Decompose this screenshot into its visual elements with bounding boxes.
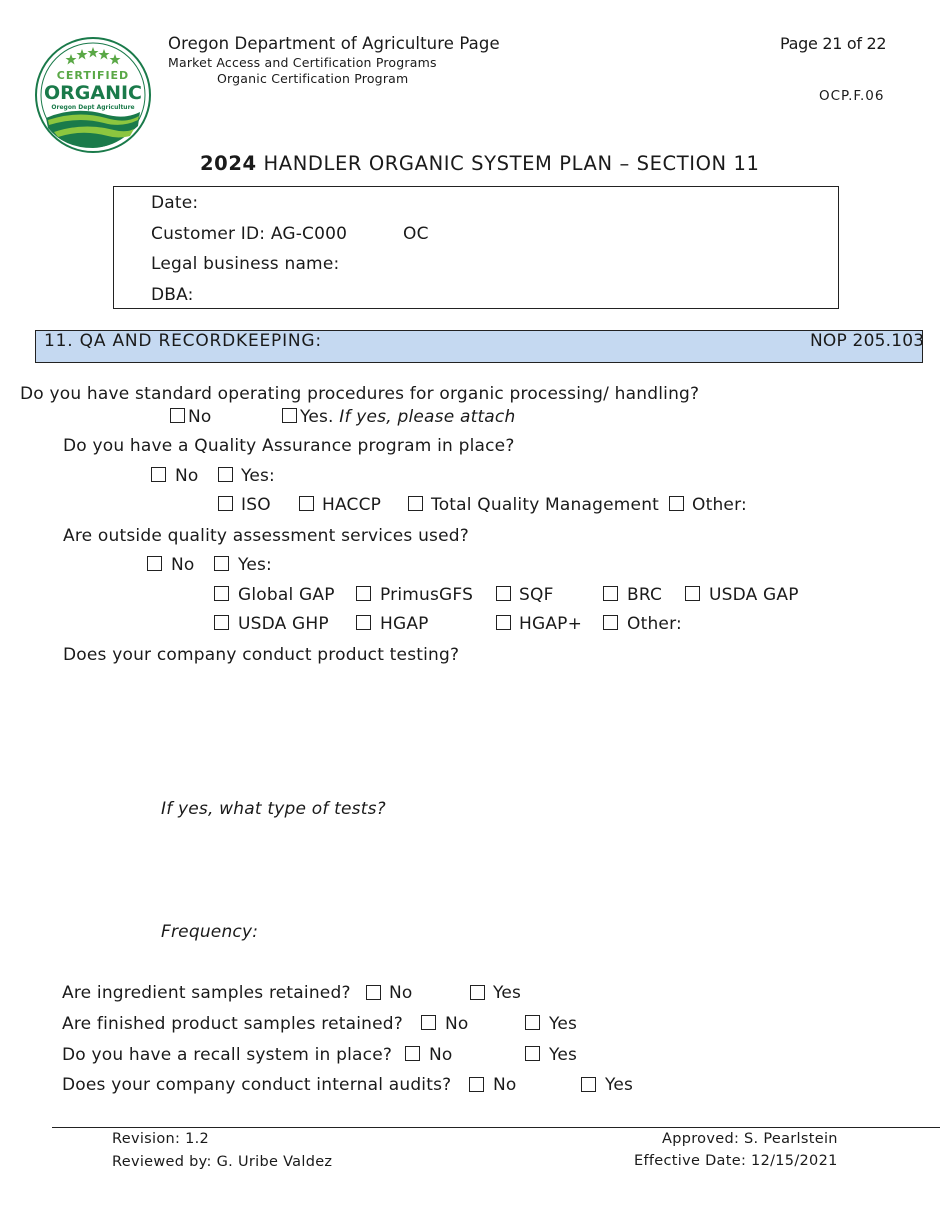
ingredient-samples-yes-label: Yes bbox=[493, 983, 522, 1003]
title-year: 2024 bbox=[200, 152, 257, 175]
sop-yes-label bbox=[300, 407, 515, 427]
date-label[interactable]: Date: bbox=[151, 193, 199, 213]
programs-name: Market Access and Certification Programs bbox=[168, 55, 437, 70]
sqf-label: SQF bbox=[519, 585, 554, 605]
hgap-checkbox[interactable] bbox=[356, 615, 371, 630]
usda-ghp-label: USDA GHP bbox=[238, 614, 329, 634]
qa-haccp-label: HACCP bbox=[322, 495, 382, 515]
customer-id-label[interactable]: Customer ID: AG-C000 bbox=[151, 224, 348, 244]
sop-yes-text: Yes. bbox=[300, 407, 334, 427]
testing-question: Does your company conduct product testing? bbox=[63, 645, 460, 665]
ingredient-samples-yes-checkbox[interactable] bbox=[470, 985, 485, 1000]
sqf-checkbox[interactable] bbox=[496, 586, 511, 601]
program-name: Organic Certification Program bbox=[217, 71, 409, 86]
qa-tqm-label: Total Quality Management bbox=[431, 495, 660, 515]
reviewed-by-text: Reviewed by: G. Uribe Valdez bbox=[112, 1154, 333, 1170]
certified-organic-seal bbox=[34, 36, 152, 154]
section-reference: NOP 205.103 bbox=[810, 331, 925, 351]
recall-yes-label: Yes bbox=[549, 1045, 578, 1065]
info-box bbox=[113, 186, 839, 309]
sop-yes-note: If yes, please attach bbox=[339, 407, 516, 427]
qa-program-yes-label: Yes: bbox=[241, 466, 275, 486]
page-number: 21 bbox=[822, 34, 843, 53]
hgap-label: HGAP bbox=[380, 614, 429, 634]
outside-qa-question: Are outside quality assessment services used? bbox=[63, 526, 469, 546]
ingredient-samples-no-label: No bbox=[389, 983, 413, 1003]
sop-no-label: No bbox=[188, 407, 212, 427]
brc-checkbox[interactable] bbox=[603, 586, 618, 601]
audits-yes-label: Yes bbox=[605, 1075, 634, 1095]
finished-samples-no-checkbox[interactable] bbox=[421, 1015, 436, 1030]
audits-yes-checkbox[interactable] bbox=[581, 1077, 596, 1092]
primusgfs-label: PrimusGFS bbox=[380, 585, 474, 605]
ingredient-samples-no-checkbox[interactable] bbox=[366, 985, 381, 1000]
finished-samples-yes-label: Yes bbox=[549, 1014, 578, 1034]
outside-qa-no-checkbox[interactable] bbox=[147, 556, 162, 571]
qa-iso-checkbox[interactable] bbox=[218, 496, 233, 511]
outside-other-label: Other: bbox=[627, 614, 682, 634]
sop-question: Do you have standard operating procedures for organic processing/ handling? bbox=[20, 384, 700, 404]
revision-text: Revision: 1.2 bbox=[112, 1131, 210, 1147]
hgap-plus-checkbox[interactable] bbox=[496, 615, 511, 630]
ingredient-samples-question: Are ingredient samples retained? bbox=[62, 983, 351, 1003]
qa-other-label: Other: bbox=[692, 495, 747, 515]
footer-divider bbox=[52, 1127, 940, 1128]
page-label: Page bbox=[780, 34, 818, 53]
audits-question: Does your company conduct internal audits? bbox=[62, 1075, 452, 1095]
brc-label: BRC bbox=[627, 585, 663, 605]
qa-tqm-checkbox[interactable] bbox=[408, 496, 423, 511]
seal-text-sub: Oregon Dept Agriculture bbox=[51, 104, 135, 111]
qa-program-yes-checkbox[interactable] bbox=[218, 467, 233, 482]
dba-label[interactable]: DBA: bbox=[151, 285, 194, 305]
outside-qa-yes-label: Yes: bbox=[238, 555, 272, 575]
recall-no-label: No bbox=[429, 1045, 453, 1065]
outside-qa-yes-checkbox[interactable] bbox=[214, 556, 229, 571]
sop-no-checkbox[interactable] bbox=[170, 408, 185, 423]
usda-ghp-checkbox[interactable] bbox=[214, 615, 229, 630]
qa-program-no-checkbox[interactable] bbox=[151, 467, 166, 482]
customer-id-suffix: OC bbox=[403, 224, 429, 244]
frequency-label: Frequency: bbox=[161, 922, 259, 942]
effective-date-text: Effective Date: 12/15/2021 bbox=[634, 1153, 838, 1169]
usda-gap-checkbox[interactable] bbox=[685, 586, 700, 601]
form-code: OCP.F.06 bbox=[819, 88, 885, 104]
section-title: 11. QA AND RECORDKEEPING: bbox=[44, 331, 322, 351]
global-gap-label: Global GAP bbox=[238, 585, 335, 605]
finished-samples-yes-checkbox[interactable] bbox=[525, 1015, 540, 1030]
dept-name: Oregon Department of Agriculture Page bbox=[168, 34, 500, 53]
page-title bbox=[200, 152, 760, 175]
qa-haccp-checkbox[interactable] bbox=[299, 496, 314, 511]
test-types-label: If yes, what type of tests? bbox=[161, 799, 386, 819]
qa-program-question: Do you have a Quality Assurance program in place? bbox=[63, 436, 515, 456]
finished-samples-no-label: No bbox=[445, 1014, 469, 1034]
global-gap-checkbox[interactable] bbox=[214, 586, 229, 601]
usda-gap-label: USDA GAP bbox=[709, 585, 799, 605]
outside-other-checkbox[interactable] bbox=[603, 615, 618, 630]
hgap-plus-label: HGAP+ bbox=[519, 614, 583, 634]
legal-name-label[interactable]: Legal business name: bbox=[151, 254, 340, 274]
title-text: HANDLER ORGANIC SYSTEM PLAN – SECTION 11 bbox=[263, 152, 760, 175]
outside-qa-no-label: No bbox=[171, 555, 195, 575]
qa-other-checkbox[interactable] bbox=[669, 496, 684, 511]
recall-yes-checkbox[interactable] bbox=[525, 1046, 540, 1061]
finished-samples-question: Are finished product samples retained? bbox=[62, 1014, 403, 1034]
seal-graphic-icon bbox=[34, 36, 152, 154]
audits-no-checkbox[interactable] bbox=[469, 1077, 484, 1092]
audits-no-label: No bbox=[493, 1075, 517, 1095]
primusgfs-checkbox[interactable] bbox=[356, 586, 371, 601]
recall-question: Do you have a recall system in place? bbox=[62, 1045, 393, 1065]
recall-no-checkbox[interactable] bbox=[405, 1046, 420, 1061]
qa-program-no-label: No bbox=[175, 466, 199, 486]
approved-text: Approved: S. Pearlstein bbox=[662, 1131, 838, 1147]
sop-yes-checkbox[interactable] bbox=[282, 408, 297, 423]
seal-text-main: ORGANIC bbox=[44, 82, 142, 104]
qa-iso-label: ISO bbox=[241, 495, 271, 515]
page-of: of bbox=[846, 34, 862, 53]
page-total: 22 bbox=[866, 34, 887, 53]
page-indicator bbox=[780, 34, 886, 53]
seal-text-top: CERTIFIED bbox=[56, 69, 130, 82]
